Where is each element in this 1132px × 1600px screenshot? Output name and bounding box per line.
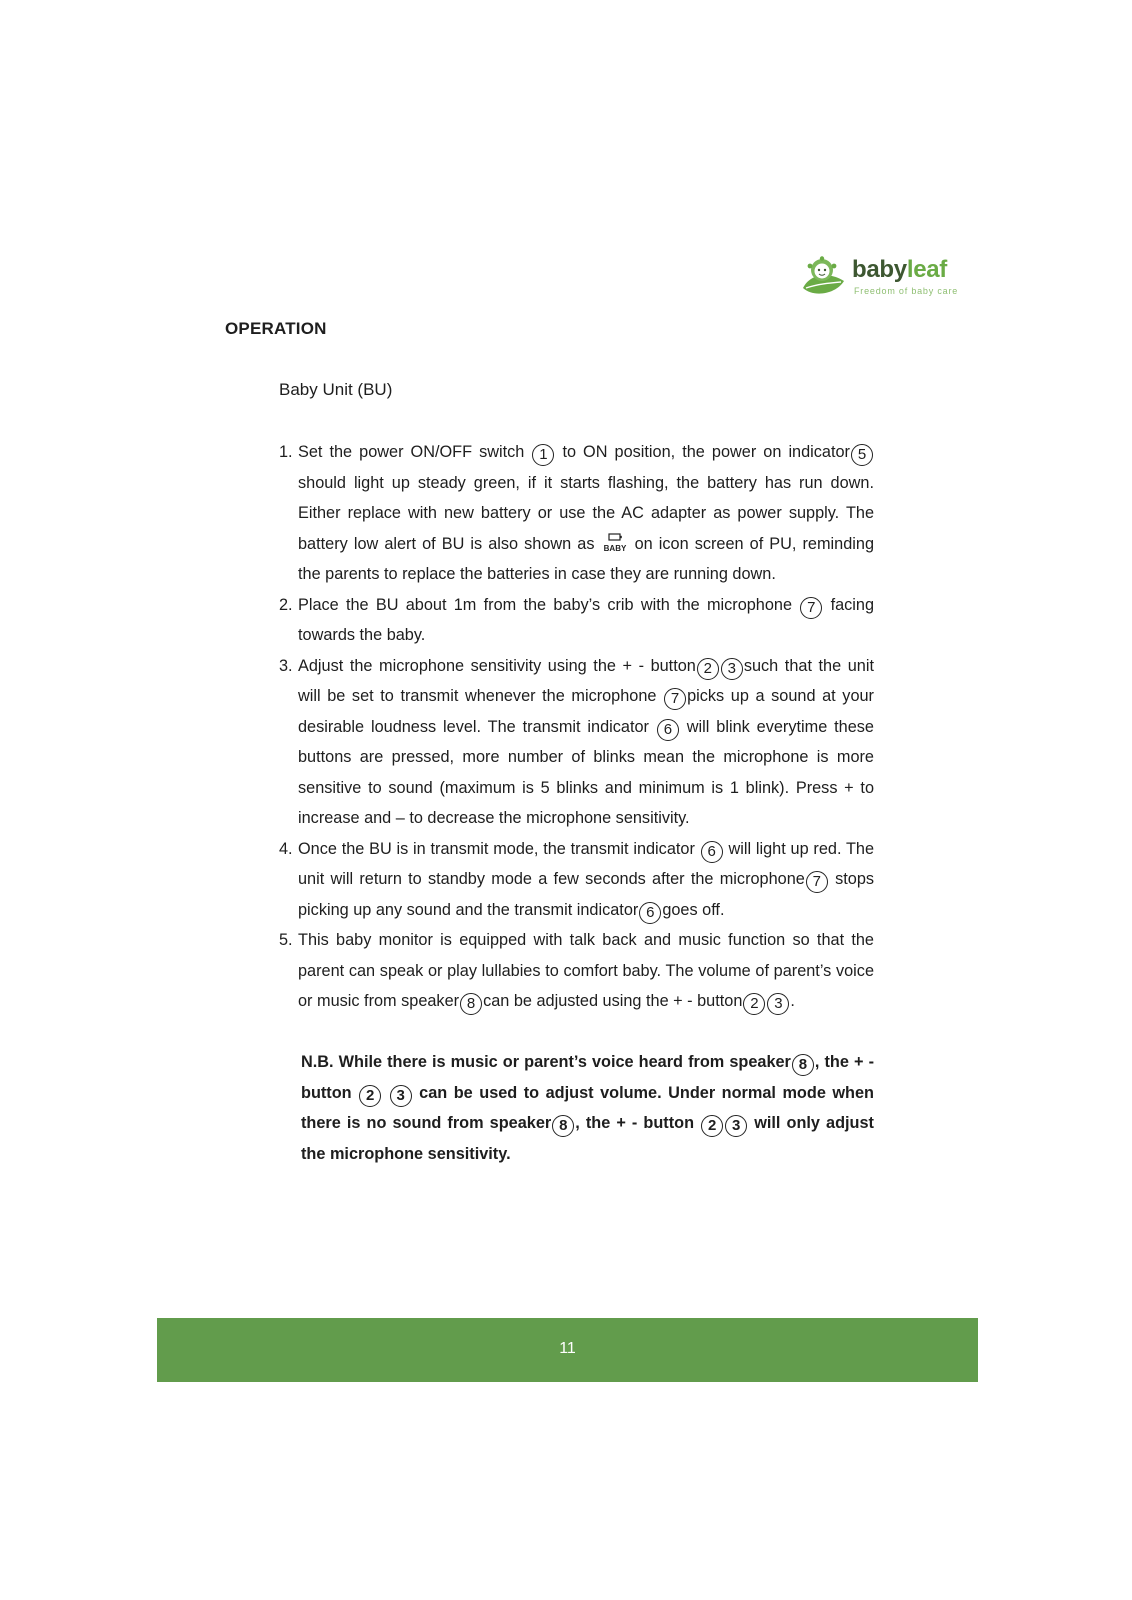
note-text: will only adjust the microphone sensitivity. bbox=[301, 1114, 874, 1163]
step-text: Adjust the microphone sensitivity using the + - button bbox=[298, 656, 696, 675]
callout-number: 3 bbox=[767, 993, 789, 1015]
note-block bbox=[301, 1047, 874, 1169]
callout-number: 7 bbox=[664, 688, 686, 710]
step-5 bbox=[279, 925, 874, 1017]
step-text: should light up steady green, if it starts flashing, the battery has run down. Either replace with new battery or use the AC adapter as power supply. The battery low alert of BU is also shown as bbox=[298, 473, 874, 553]
callout-number: 2 bbox=[743, 993, 765, 1015]
callout-number: 1 bbox=[532, 444, 554, 466]
callout-number: 8 bbox=[460, 993, 482, 1015]
step-text: will light up red. The unit will return to standby mode a few seconds after the microphone bbox=[298, 839, 875, 888]
step-2 bbox=[279, 590, 874, 651]
section-title: OPERATION bbox=[225, 319, 327, 338]
step-number: 4. bbox=[279, 839, 293, 858]
step-text: Set the power ON/OFF switch bbox=[298, 443, 525, 461]
step-4 bbox=[279, 834, 874, 926]
callout-number: 3 bbox=[390, 1085, 412, 1107]
baby-icon-label: BABY bbox=[603, 543, 626, 553]
callout-number: 2 bbox=[359, 1085, 381, 1107]
step-text: on icon screen of PU, reminding the parents to replace the batteries in case they are running down. bbox=[298, 534, 874, 583]
footer-bar bbox=[157, 1318, 978, 1382]
step-1 bbox=[279, 437, 874, 590]
step-text: can be adjusted using the + - button bbox=[483, 992, 743, 1010]
callout-number: 7 bbox=[806, 871, 828, 893]
note-text: , the + - button bbox=[301, 1053, 875, 1102]
operation-steps bbox=[279, 437, 874, 1017]
note-text: N.B. While there is music or parent’s voice heard from speaker bbox=[301, 1053, 791, 1071]
callout-number: 6 bbox=[701, 841, 723, 863]
callout-number: 7 bbox=[800, 597, 822, 619]
step-text: stops picking up any sound and the transmit indicator bbox=[298, 870, 875, 919]
step-text: . bbox=[790, 992, 795, 1010]
logo-wordmark: babyleaf bbox=[852, 256, 947, 283]
step-text: Once the BU is in transmit mode, the transmit indicator bbox=[298, 839, 695, 858]
babyleaf-logo bbox=[800, 254, 959, 302]
page-number: 11 bbox=[559, 1340, 576, 1357]
callout-number: 6 bbox=[657, 719, 679, 741]
step-text: picks up a sound at your desirable loudness level. The transmit indicator bbox=[298, 687, 874, 736]
logo-tagline: Freedom of baby care bbox=[854, 286, 959, 296]
callout-number: 3 bbox=[725, 1115, 747, 1137]
step-text: facing towards the baby. bbox=[298, 595, 875, 644]
baby-leaf-logo-icon bbox=[800, 254, 846, 300]
callout-number: 3 bbox=[721, 658, 743, 680]
step-text: Place the BU about 1m from the baby’s crib with the microphone bbox=[298, 595, 793, 614]
callout-number: 5 bbox=[851, 444, 873, 466]
callout-number: 6 bbox=[639, 902, 661, 924]
callout-number: 2 bbox=[697, 658, 719, 680]
callout-number: 2 bbox=[701, 1115, 723, 1137]
note-text: , the + - button bbox=[575, 1114, 695, 1132]
step-number: 5. bbox=[279, 931, 293, 949]
callout-number: 8 bbox=[552, 1115, 574, 1137]
callout-number: 8 bbox=[792, 1054, 814, 1076]
step-number: 3. bbox=[279, 656, 293, 675]
subtitle: Baby Unit (BU) bbox=[279, 380, 393, 399]
step-text: to ON position, the power on indicator bbox=[562, 443, 850, 461]
step-text: goes off. bbox=[662, 900, 725, 919]
note-text: can be used to adjust volume. Under normal mode when there is no sound from speaker bbox=[301, 1083, 874, 1132]
step-3 bbox=[279, 651, 874, 834]
step-text: will blink everytime these buttons are pressed, more number of blinks mean the microphone is more sensitive to sound (maximum is 5 blinks and minimum is 1 blink). Press + to increase and – to decrease the microphone sensitivity. bbox=[298, 717, 874, 827]
baby-battery-low-icon bbox=[603, 533, 627, 553]
step-number: 1. bbox=[279, 443, 293, 461]
step-number: 2. bbox=[279, 595, 293, 614]
step-text: This baby monitor is equipped with talk back and music function so that the parent can speak or play lullabies to comfort baby. The volume of parent’s voice or music from speaker bbox=[298, 931, 874, 1010]
step-text: such that the unit will be set to transmit whenever the microphone bbox=[298, 656, 874, 705]
